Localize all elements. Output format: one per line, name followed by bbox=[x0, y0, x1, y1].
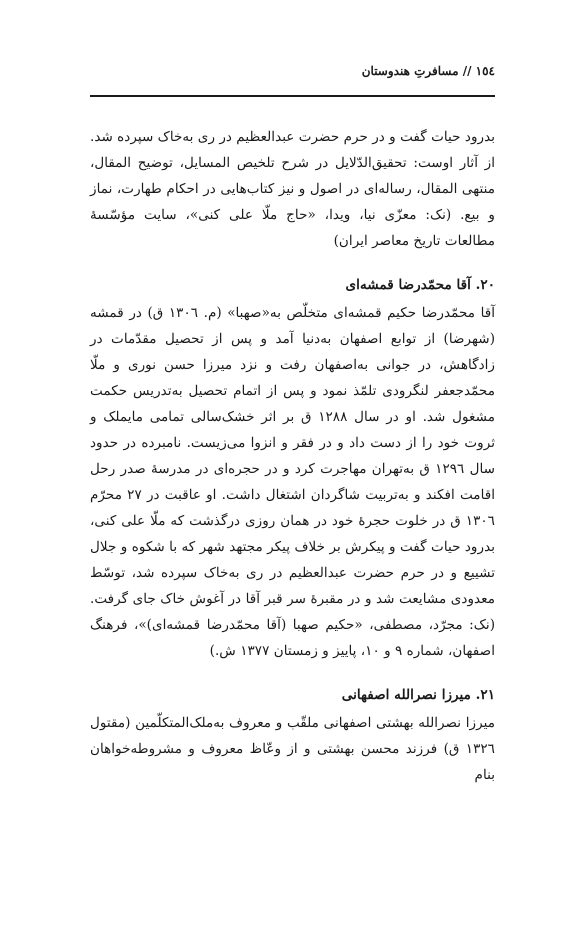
section-heading-21: ۲۱. میرزا نصرالله اصفهانی bbox=[341, 687, 495, 703]
paragraph-qomsheei: آقا محمّدرضا حکیم قمشه‌ای متخلّص به«صهبا» (م. ١٣٠٦ ق) در قمشه (شهرضا) از توابع اصفهان به‌دنیا آمد و پس از تحصیل مقدّمات در زادگاهش، در جوانی به‌اصفهان رفت و نزد میرزا حسن نوری و ملّا محمّدجعفر لنگرودی تلمّذ نمود و پس از اتمام تحصیل به‌تدریس حکمت مشغول شد. او در سال ١٢٨٨ ق بر اثر خشک‌سالی تمامی مایملک و ثروت خود را از دست داد و در فقر و انزوا می‌زیست. نامبرده در حدود سال ١٢٩٦ ق به‌تهران مهاجرت کرد و در حجره‌ای در مدرسهٔ صدر رحل اقامت افکند و به‌تربیت شاگردان اشتغال داشت. او عاقبت در ٢٧ محرّم ١٣٠٦ ق در خلوت حجرهٔ خود در همان روزی درگذشت که ملّا علی کنی، بدرود حیات گفت و پیکرش بر خلاف پیکر مجتهد شهر که با شکوه و جلال تشییع و در حرم حضرت عبدالعظیم در ری به‌خاک سپرده شد، توسّط معدودی مشایعت شد و در مقبرهٔ سر قبر آقا در آغوش خاک جای گرفت. (نک: مجرّد، مصطفی، «حکیم صهبا (آقا محمّدرضا قمشه‌ای)»، فرهنگ اصفهان، شماره ٩ و ١٠، پاییز و زمستان ١٣٧٧ ش.) bbox=[90, 305, 496, 659]
running-header: ١٥٤ // مسافرتِ هندوستان bbox=[361, 64, 495, 78]
section-heading-20: ۲۰. آقا محمّدرضا قمشه‌ای bbox=[345, 277, 495, 293]
page-body bbox=[90, 124, 495, 788]
paragraph-continuation: بدرود حیات گفت و در حرم حضرت عبدالعظیم در ری به‌خاک سپرده شد. از آثار اوست: تحقیق‌الدّلایل در شرح تلخیص المسایل، توضیح المقال، منتهی المقال، رساله‌ای در اصول و نیز کتاب‌هایی در احکام طهارت، نماز و بیع. (نک: معزّی نیا، ویدا، «حاج ملّا علی کنی»، سایت مؤسّسهٔ مطالعات تاریخ معاصر ایران) bbox=[90, 129, 495, 249]
header-rule bbox=[90, 95, 495, 97]
paragraph-nasrollah: میرزا نصرالله بهشتی اصفهانی ملقّب و معروف به‌ملک‌المتکلّمین (مقتول ١٣٢٦ ق) فرزند محسن بهشتی و از وعّاظ معروف و مشروطه‌خواهان بنام bbox=[90, 715, 495, 783]
